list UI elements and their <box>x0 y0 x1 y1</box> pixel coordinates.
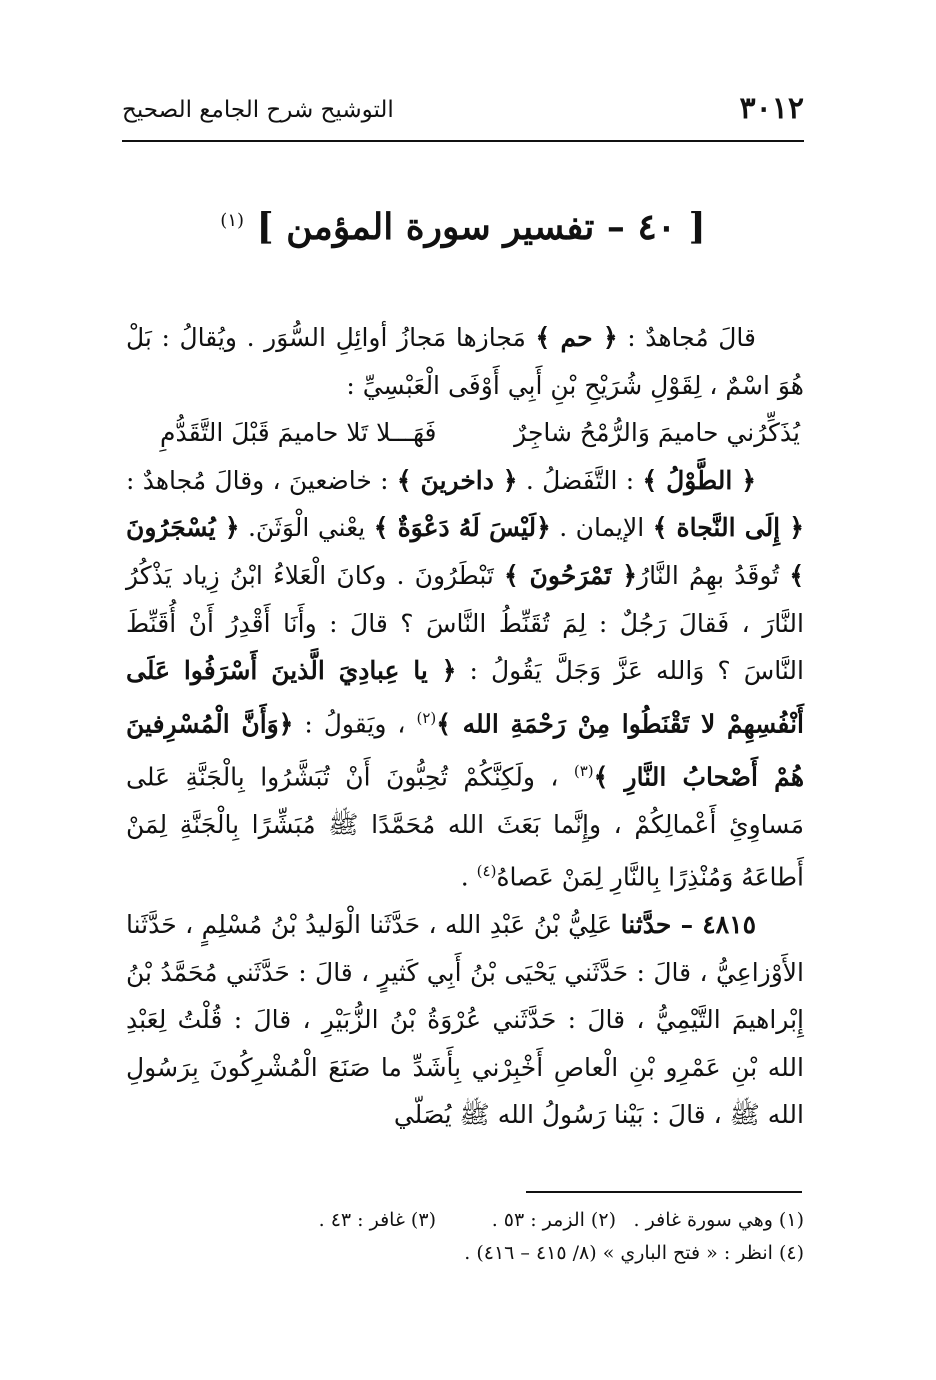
text-run: عَلِيُّ بْنُ عَبْدِ الله ، حَدَّثَنا الْوَليدُ بْنُ مُسْلِمٍ ، حَدَّثَنا الأَوْزاعِيُّ ، قالَ : حَدَّثَني يَحْيَى بْنُ أَبِي كَثيرٍ ، قالَ : حَدَّثَني مُحَمَّدُ بْنُ إِبْراهيمَ التَّيْمِيُّ ، قالَ : حَدَّثَني عُرْوَةُ بْنُ الزُّبَيْرِ ، قالَ : قُلْتُ لِعَبْدِ الله بْنِ عَمْرِو بْنِ الْعاصِ أَخْبِرْني بِأَشَدِّ ما صَنَعَ الْمُشْرِكُونَ بِرَسُولِ الله ﷺ ، قالَ : بَيْنا رَسُولُ الله ﷺ يُصَلّي <box>126 910 804 1130</box>
quran-quote: ﴿ إِلَى النَّجاة ﴾ <box>652 513 804 543</box>
book-title: التوشيح شرح الجامع الصحيح <box>122 97 394 123</box>
header-rule <box>122 140 804 142</box>
footnote-row <box>126 1237 804 1270</box>
quran-quote: ﴿لَيْسَ لَهُ دَعْوَةٌ ﴾ <box>373 513 551 543</box>
footnote: (٢) الزمر : ٥٣ . <box>491 1209 616 1231</box>
text-run: حدَّثنا <box>620 910 672 940</box>
footnote: (٣) غافر : ٤٣ . <box>318 1209 436 1231</box>
text-run: مَجازها مَجازُ أوائِلِ السُّوَر . ويُقالُ : بَلْ هُوَ اسْمٌ ، لِقَوْلِ شُرَيْحِ بْنِ أَبِي أَوْفَى الْعَبْسِيِّ : <box>126 323 804 400</box>
hadith-number: ٤٨١٥ <box>702 910 756 940</box>
text-run: – <box>671 910 703 940</box>
text-run: ، ولَكِنَّكُمْ تُحِبُّونَ أَنْ تُبَشَّرُوا بِالْجَنَّةِ عَلى مَساوِئِ أَعْمالِكُمْ ، وإِنَّما بَعَثَ الله مُحَمَّدًا ﷺ مُبَشِّرًا بِالْجَنَّةِ لِمَنْ أَطاعَهُ وَمُنْذِرًا بِالنَّارِ لِمَنْ عَصاهُ <box>126 762 804 892</box>
footnote-ref: (٢) <box>416 708 437 727</box>
text-run: قالَ مُجاهدٌ : <box>617 323 757 352</box>
text-run: . <box>460 862 477 892</box>
footnote-row <box>126 1204 804 1237</box>
chapter-title <box>122 206 804 249</box>
verse-hemistich: يُذَكِّرُني حاميمَ وَالرُّمْحُ شاجِرٌ <box>514 418 800 448</box>
footnotes <box>126 1204 804 1270</box>
page-number: ٣٠١٢ <box>739 91 804 126</box>
quran-quote: ﴿ تَمْرَحُونَ ﴾ <box>503 560 638 590</box>
text-run: يعْني الْوَثَنَ. <box>239 513 374 543</box>
text-run: : التَّفَضلُ . <box>517 465 643 495</box>
verse-hemistich: فَهَـــلا تَلا حاميمَ قَبْلَ التَّقَدُّمِ <box>160 418 437 448</box>
quran-quote: ﴿ يا عِبادِيَ الَّذينَ أَسْرَفُوا عَلَى أَنْفُسِهِمْ لا تَقْنَطُوا مِنْ رَحْمَةِ الله ﴾ <box>126 656 804 739</box>
footnote-ref: (٤) <box>476 862 497 881</box>
quran-quote: ﴿وَأَنَّ الْمُسْرِفينَ هُمْ أَصْحابُ النَّارِ ﴾ <box>126 709 804 791</box>
quran-quote: ﴿ يُسْجَرُونَ ﴾ <box>126 513 804 590</box>
hadith-paragraph <box>126 901 804 1139</box>
footnote: (٤) انظر : « فتح الباري » (٨/ ٤١٥ – ٤١٦) . <box>464 1242 804 1264</box>
text-run: ، ويَقولُ : <box>293 709 417 739</box>
running-header <box>122 88 804 132</box>
paragraph <box>126 314 804 409</box>
footnote: (١) وهي سورة غافر . <box>633 1209 804 1231</box>
footnote-ref: (١) <box>220 210 245 231</box>
quran-quote: ﴿ داخرينَ ﴾ <box>396 465 518 495</box>
text-run: : خاضعينَ ، وقالَ مُجاهدٌ : <box>126 465 397 495</box>
footnote-rule <box>526 1191 802 1193</box>
text-run: الإيمان . <box>550 513 653 543</box>
poetry-verse <box>126 409 804 457</box>
text-run: تَبْطَرُونَ . وكانَ الْعَلاءُ ابْنُ زِياد يَذْكُرُ النَّارَ ، فَقالَ رَجُلٌ : لِمَ تُقَنِّطُ النَّاسَ ؟ قالَ : وأَنَا أَقْدِرُ أَنْ أُقَنِّطَ النَّاسَ ؟ وَالله عَزَّ وَجَلَّ يَقُولُ : <box>126 560 804 686</box>
text-run: تُوقَدُ بهِمُ النَّارُ <box>637 560 790 590</box>
paragraph <box>126 457 804 901</box>
quran-quote: ﴿ حم ﴾ <box>535 323 618 352</box>
footnote-ref: (٣) <box>573 761 594 780</box>
body-text <box>126 314 804 1139</box>
chapter-title-text: [ ٤٠ – تفسير سورة المؤمن ] <box>256 206 706 248</box>
quran-quote: ﴿ الطَّوْلُ ﴾ <box>642 465 756 495</box>
